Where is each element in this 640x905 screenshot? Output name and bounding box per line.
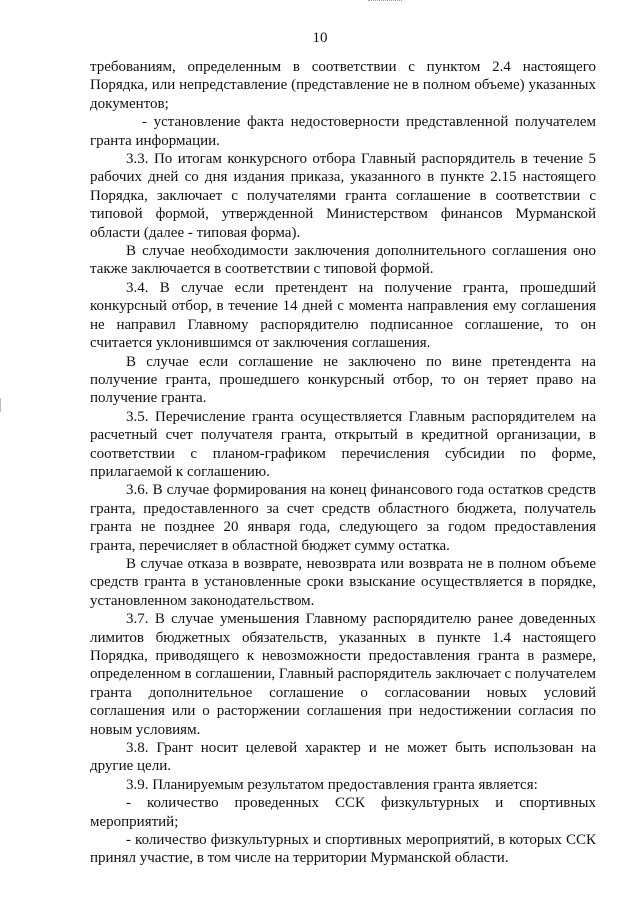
paragraph-3-5: 3.5. Перечисление гранта осуществляется Главным распорядителем на расчетный счет получателя гранта, открытый в кредитной организации, в соответствии с планом-графиком перечисления субсидии по форме, прилагаемой к соглашению. — [90, 408, 596, 480]
scan-mark-top — [368, 0, 402, 1]
paragraph-3-4-additional: В случае если соглашение не заключено по вине претендента на получение гранта, прошедшего конкурсный отбор, то он теряет право на получение гранта. — [90, 353, 596, 407]
paragraph-3-6-additional: В случае отказа в возврате, невозврата или возврата не в полном объеме средств гранта в установленные сроки взыскание осуществляется в порядке, установленном законодательством. — [90, 555, 596, 609]
scan-mark-left — [0, 398, 1, 412]
paragraph-3-6: 3.6. В случае формирования на конец финансового года остатков средств гранта, предоставленного за счет средств областного бюджета, получатель гранта не позднее 20 января года, следующего за годом предоставления гранта, перечисляет в областной бюджет сумму остатка. — [90, 482, 596, 554]
paragraph-3-7: 3.7. В случае уменьшения Главному распорядителю ранее доведенных лимитов бюджетных обязательств, указанных в пункте 1.4 настоящего Порядка, приводящего к невозможности предоставления гранта в размере, определенном в соглашении, Главный распорядитель заключает с получателем гранта дополнительное соглашение о согласовании новых условий соглашения или о расторжении соглашения при недостижении согласия по новым условиям. — [90, 611, 596, 738]
paragraph-3-3-additional: В случае необходимости заключения дополнительного соглашения оно также заключается в соответствии с типовой формой. — [90, 243, 596, 278]
paragraph-3-4: 3.4. В случае если претендент на получение гранта, прошедший конкурсный отбор, в течение 14 дней с момента направления ему соглашения не направил Главному распорядителю подписанное соглашение, то он считается уклонившимся от заключения соглашения. — [90, 279, 596, 352]
paragraph-3-9: 3.9. Планируемым результатом предоставления гранта является: — [126, 776, 538, 793]
page-number: 10 — [312, 30, 328, 46]
paragraph-3-8: 3.8. Грант носит целевой характер и не может быть использован на другие цели. — [90, 740, 596, 775]
paragraph-list-item: - количество физкультурных и спортивных мероприятий, в которых ССК принял участие, в том числе на территории Мурманской области. — [90, 832, 596, 867]
paragraph-list-item: - установление факта недостоверности представленной получателем гранта информации. — [90, 114, 596, 149]
paragraph-3-3: 3.3. По итогам конкурсного отбора Главный распорядитель в течение 5 рабочих дней со дня издания приказа, указанного в пункте 2.15 настоящего Порядка, заключает с получателями гранта соглашение в соответствии с типовой формой, утвержденной Министерством финансов Мурманской области (далее - типовая форма). — [90, 151, 596, 241]
paragraph-continuation: требованиям, определенным в соответствии с пунктом 2.4 настоящего Порядка, или непредставление (представление не в полном объеме) указанных документов; — [90, 59, 596, 112]
document-body — [90, 58, 596, 868]
paragraph-list-item: - количество проведенных ССК физкультурных и спортивных мероприятий; — [90, 795, 596, 830]
